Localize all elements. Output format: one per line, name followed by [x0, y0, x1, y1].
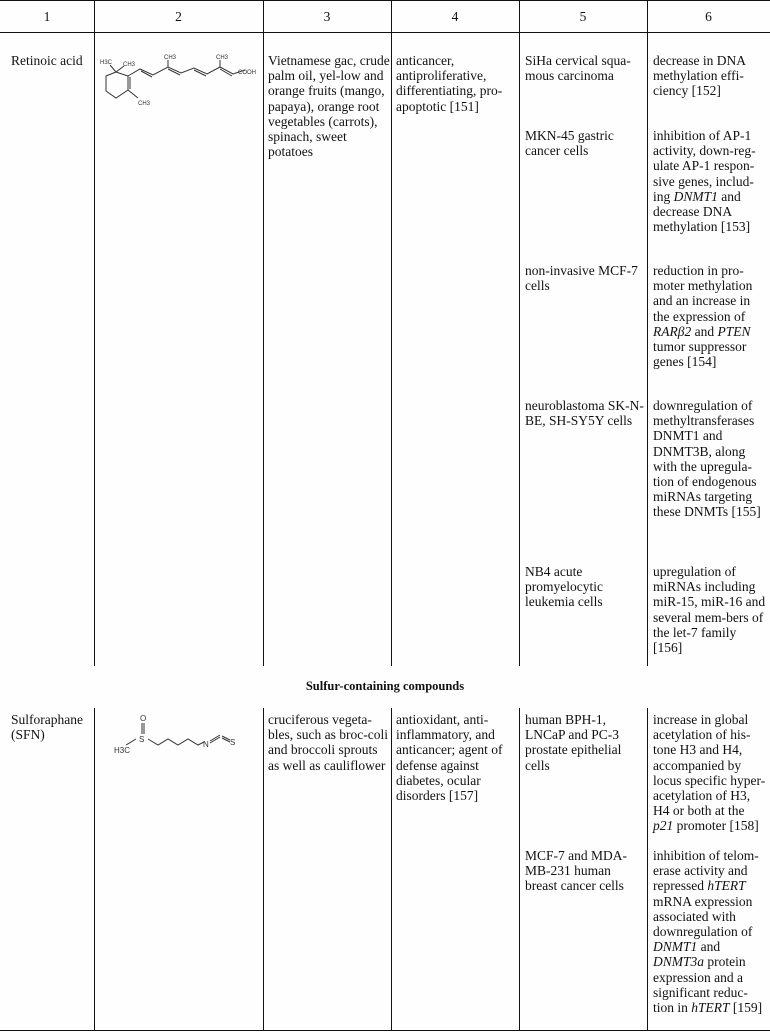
epigenetic-effect: decrease in DNA methylation effi-ciency [152]: [653, 53, 746, 99]
effect-text: and decrease DNA methylation [153]: [653, 188, 751, 235]
column-header: 3: [323, 8, 331, 24]
structure-label: S: [230, 738, 236, 747]
biological-activity: antioxidant, anti-inflammatory, and anticancer; agent of defense against diabetes, ocular disorders [157]: [396, 712, 503, 804]
effect-text: tumor suppressor genes [154]: [653, 339, 747, 370]
gene-name: hTERT: [691, 1000, 730, 1016]
structure-label: COOH: [238, 70, 256, 76]
column-header: 4: [451, 8, 459, 24]
structure-label: H3C: [114, 746, 131, 755]
food-sources: Vietnamese gac, crude palm oil, yel-low and orange fruits (mango, papaya), orange root vegetables (carrots), spinach, sweet potatoes: [268, 53, 390, 160]
effect-text: protein expression and a significant reduc-tion in: [653, 954, 748, 1016]
column-divider: [647, 33, 648, 666]
structure-label: CH3: [138, 101, 151, 107]
cell-model: neuroblastoma SK-N-BE, SH-SY5Y cells: [525, 398, 644, 429]
gene-name: RARβ2: [653, 323, 692, 339]
column-divider: [263, 33, 264, 666]
structure-label: CH3: [216, 55, 229, 61]
structure-label: H3C: [100, 60, 113, 66]
column-divider: [391, 708, 392, 1030]
effect-text: [159]: [729, 1000, 763, 1016]
cell-model: human BPH-1, LNCaP and PC-3 prostate epithelial cells: [525, 712, 622, 773]
table-bottom-border: [0, 1030, 770, 1031]
column-header: 1: [43, 8, 51, 24]
effect-text: and: [691, 323, 718, 339]
column-divider: [391, 33, 392, 666]
structure-label: N: [203, 740, 209, 749]
effect-text: inhibition of AP-1 activity, down-reg-ulate AP-1 respon-sive genes, includ-ing: [653, 128, 756, 204]
sulforaphane-structure-icon: [110, 712, 260, 762]
gene-name: hTERT: [707, 878, 746, 894]
structure-label: CH3: [164, 55, 177, 61]
gene-name: PTEN: [717, 323, 751, 339]
epigenetic-effect: upregulation of miRNAs including miR-15, miR-16 and several mem-bers of the let-7 family [156]: [653, 564, 766, 656]
effect-text: promoter [158]: [673, 818, 759, 834]
column-divider: [94, 708, 95, 1030]
column-divider: [94, 33, 95, 666]
cell-model: SiHa cervical squa-mous carcinoma: [525, 53, 631, 84]
column-header: 2: [175, 8, 182, 24]
biological-activity: anticancer, antiproliferative, differentiating, pro-apoptotic [151]: [396, 53, 503, 114]
epigenetic-effect: [653, 848, 768, 1015]
gene-name: DNMT1: [653, 939, 698, 955]
epigenetic-effect: [653, 712, 768, 834]
gene-name: p21: [653, 818, 674, 834]
column-divider: [647, 708, 648, 1030]
epigenetic-effect: downregulation of methyltransferases DNMT1 and DNMT3B, along with the upregula-tion of endogenous miRNAs targeting these DNMTs [155]: [653, 398, 761, 520]
structure-label: CH3: [123, 62, 136, 68]
compound-name: Retinoic acid: [11, 53, 83, 68]
effect-text: mRNA expression associated with downregulation of: [653, 893, 753, 940]
structure-label: O: [140, 714, 147, 723]
epigenetic-effect: [653, 128, 768, 234]
column-divider: [519, 708, 520, 1030]
effect-text: and: [697, 939, 721, 955]
section-title: Sulfur-containing compounds: [305, 679, 465, 693]
cell-model: MKN-45 gastric cancer cells: [525, 128, 614, 159]
cell-model: MCF-7 and MDA-MB-231 human breast cancer cells: [525, 848, 628, 894]
cell-model: non-invasive MCF-7 cells: [525, 263, 638, 294]
epigenetic-effect: [653, 263, 768, 369]
food-sources: cruciferous vegeta-bles, such as broc-coli and broccoli sprouts as well as cauliflower: [268, 712, 388, 773]
compound-name: Sulforaphane (SFN): [11, 712, 83, 743]
structure-label: S: [139, 735, 145, 744]
cell-model: NB4 acute promyelocytic leukemia cells: [525, 564, 603, 610]
effect-text: inhibition of telom-erase activity and repressed: [653, 848, 759, 894]
gene-name: DNMT1: [673, 188, 718, 204]
column-divider: [263, 708, 264, 1030]
retinoic-acid-structure-icon: [98, 50, 263, 112]
column-header: 5: [579, 8, 587, 24]
effect-text: reduction in pro-moter methylation and an increase in the expression of: [653, 263, 753, 324]
column-header: 6: [705, 8, 712, 24]
gene-name: DNMT3a: [653, 954, 705, 970]
effect-text: increase in global acetylation of his-tone H3 and H4, accompanied by locus specific hyper-acetylation of H3, H4 or both at the: [653, 712, 766, 819]
column-divider: [519, 33, 520, 666]
